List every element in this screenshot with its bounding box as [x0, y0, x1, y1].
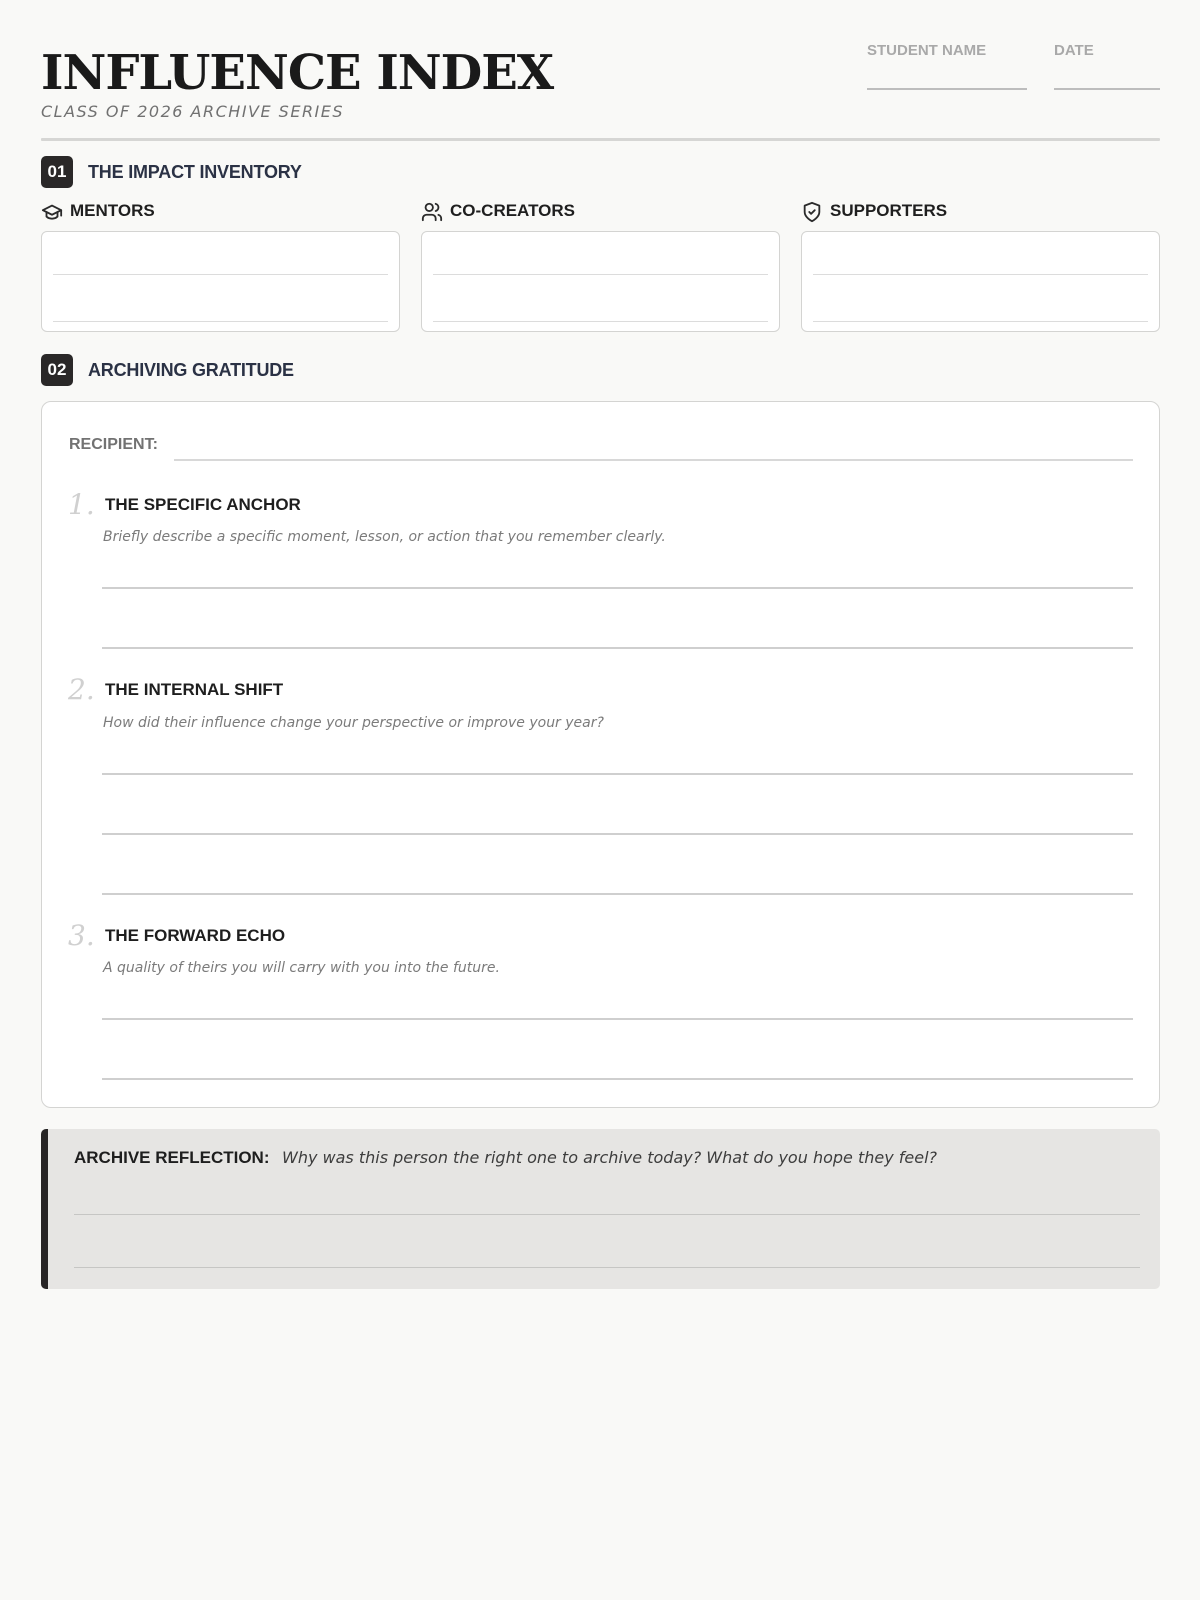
section-number-badge: 02	[41, 354, 73, 386]
date-label: DATE	[1054, 42, 1094, 59]
inventory-label: MENTORS	[70, 201, 155, 220]
writing-line	[433, 321, 768, 322]
question-title: THE INTERNAL SHIFT	[105, 680, 284, 699]
date-line[interactable]	[1054, 88, 1160, 90]
section-number-badge: 01	[41, 156, 73, 188]
question-title: THE FORWARD ECHO	[105, 926, 286, 945]
reflection-label: ARCHIVE REFLECTION:	[74, 1148, 270, 1167]
question-number: 2.	[68, 673, 95, 706]
inventory-label: SUPPORTERS	[830, 201, 948, 220]
question-hint: How did their influence change your perspective or improve your year?	[103, 715, 604, 731]
header-divider	[41, 138, 1160, 141]
date-field[interactable]	[1054, 42, 1160, 60]
student-name-label: STUDENT NAME	[867, 42, 987, 59]
writing-line	[813, 274, 1148, 275]
inventory-label: CO-CREATORS	[450, 201, 575, 220]
question-hint: Briefly describe a specific moment, lesson, or action that you remember clearly.	[103, 529, 666, 545]
recipient-label: RECIPIENT:	[69, 436, 158, 453]
inventory-column-co-creators	[421, 198, 780, 224]
recipient-input-line[interactable]	[174, 459, 1133, 461]
archive-reflection-box	[41, 1129, 1160, 1289]
inventory-column-mentors	[41, 198, 400, 224]
page-title: INFLUENCE INDEX	[41, 45, 554, 101]
supporters-input-box[interactable]	[801, 231, 1160, 332]
gratitude-card	[41, 401, 1160, 1108]
section-title: THE IMPACT INVENTORY	[88, 162, 302, 182]
answer-line[interactable]	[102, 773, 1133, 775]
writing-line	[53, 274, 388, 275]
page-subtitle: CLASS OF 2026 ARCHIVE SERIES	[41, 102, 345, 121]
writing-line	[813, 321, 1148, 322]
answer-line[interactable]	[102, 647, 1133, 649]
mentors-input-box[interactable]	[41, 231, 400, 332]
reflection-answer-line[interactable]	[74, 1214, 1140, 1215]
question-number: 3.	[68, 919, 95, 952]
writing-line	[53, 321, 388, 322]
inventory-column-supporters	[801, 198, 1160, 224]
co-creators-input-box[interactable]	[421, 231, 780, 332]
reflection-prompt: Why was this person the right one to archive today? What do you hope they feel?	[282, 1148, 938, 1167]
question-title: THE SPECIFIC ANCHOR	[105, 495, 301, 514]
answer-line[interactable]	[102, 1018, 1133, 1020]
answer-line[interactable]	[102, 587, 1133, 589]
answer-line[interactable]	[102, 833, 1133, 835]
question-hint: A quality of theirs you will carry with you into the future.	[103, 960, 500, 976]
writing-line	[433, 274, 768, 275]
answer-line[interactable]	[102, 893, 1133, 895]
answer-line[interactable]	[102, 1078, 1133, 1080]
graduation-cap-icon	[41, 201, 63, 223]
question-number: 1.	[68, 488, 95, 521]
users-icon	[421, 201, 443, 223]
shield-check-icon	[801, 201, 823, 223]
reflection-answer-line[interactable]	[74, 1267, 1140, 1268]
section-title: ARCHIVING GRATITUDE	[88, 360, 294, 380]
student-name-line[interactable]	[867, 88, 1027, 90]
student-name-field[interactable]	[867, 42, 1027, 60]
